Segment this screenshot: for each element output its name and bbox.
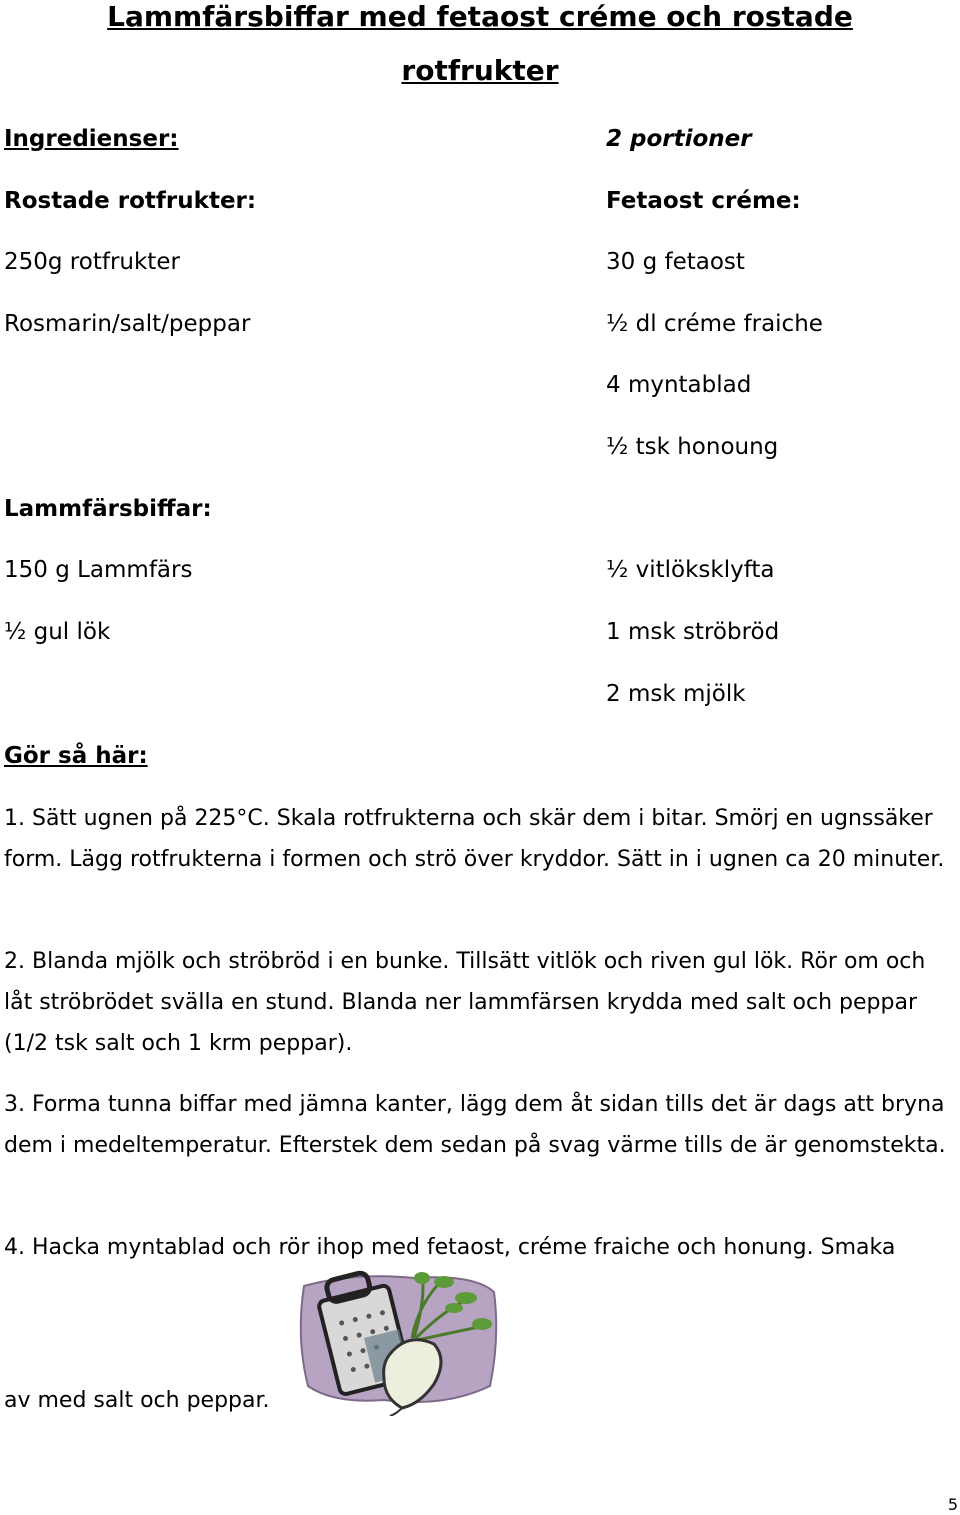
patties-item: ½ vitlöksklyfta [606,557,775,583]
roasted-item: Rosmarin/salt/peppar [4,311,251,337]
feta-item: 30 g fetaost [606,249,745,275]
title-line-2: rotfrukter [401,54,559,87]
roasted-item: 250g rotfrukter [4,249,180,275]
page-number: 5 [947,1495,958,1514]
ingredients-heading: Ingredienser: [4,126,179,152]
feta-item: 4 myntablad [606,372,752,398]
patties-item: 2 msk mjölk [606,681,746,707]
step-4: 4. Hacka myntablad och rör ihop med fetaost, créme fraiche och honung. Smaka [4,1235,896,1260]
step-1: 1. Sätt ugnen på 225°C. Skala rotfrukterna och skär dem i bitar. Smörj en ugnssäker form. Lägg rotfrukterna i formen och strö över kryddor. Sätt in i ugnen ca 20 minuter. [4,806,945,872]
patties-heading: Lammfärsbiffar: [4,496,212,522]
step-4-end: av med salt och peppar. [4,1388,270,1413]
feta-heading: Fetaost créme: [606,188,801,214]
step-2: 2. Blanda mjölk och ströbröd i en bunke. Tillsätt vitlök och riven gul lök. Rör om och låt ströbrödet svälla en stund. Blanda ner lammfärsen krydda med salt och peppar (1/2 tsk salt och 1 krm peppar). [4,949,926,1056]
feta-item: ½ tsk honoung [606,434,779,460]
roasted-heading: Rostade rotfrukter: [4,188,257,214]
patties-item: 1 msk ströbröd [606,619,780,645]
patties-item: 150 g Lammfärs [4,557,193,583]
instructions-heading: Gör så här: [4,743,148,769]
title-line-1: Lammfärsbiffar med fetaost créme och rostade [107,0,853,33]
step-3: 3. Forma tunna biffar med jämna kanter, lägg dem åt sidan tills det är dags att bryna dem i medeltemperatur. Efterstek dem sedan på svag värme tills de är genomstekta. [4,1092,946,1158]
portions: 2 portioner [606,126,752,152]
feta-item: ½ dl créme fraiche [606,311,823,337]
patties-item: ½ gul lök [4,619,111,645]
grater-and-turnip-icon [294,1268,502,1416]
